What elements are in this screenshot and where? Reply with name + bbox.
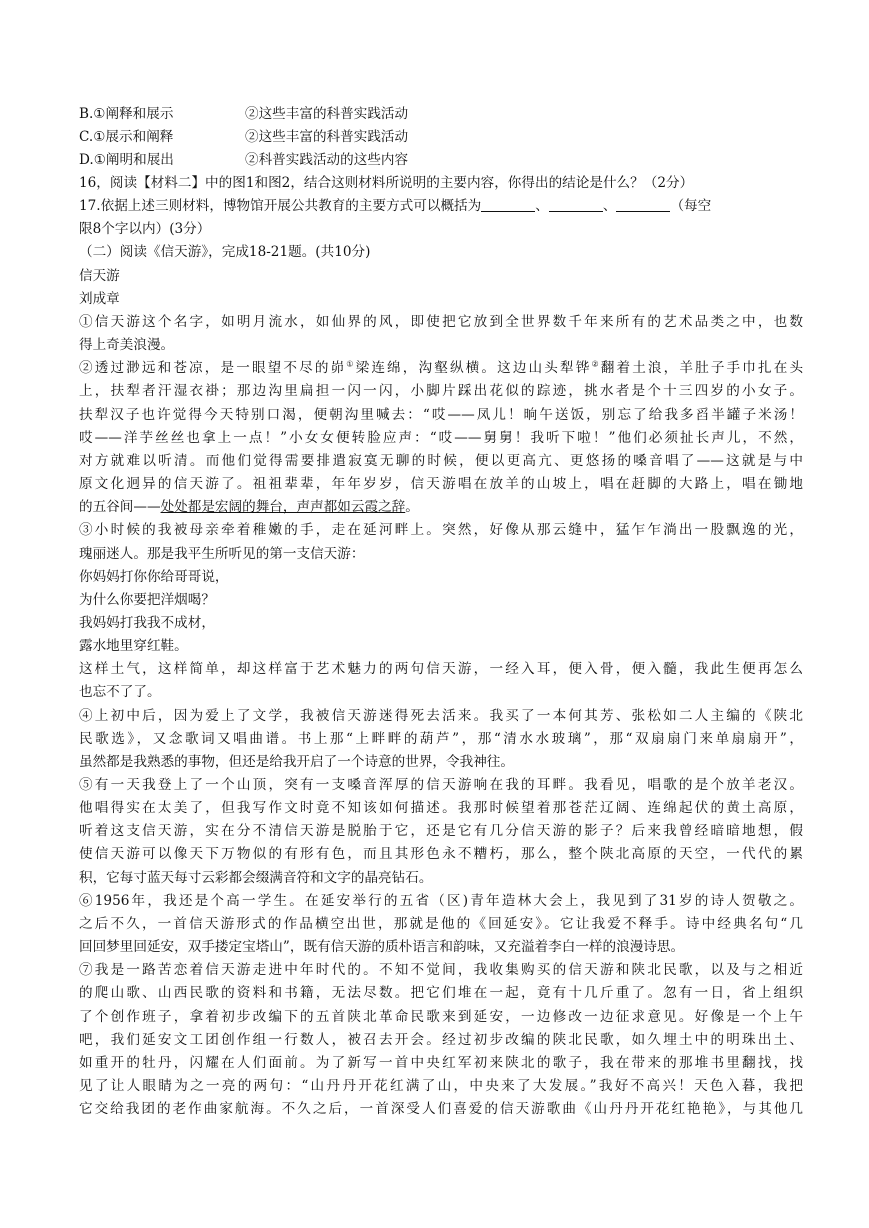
separator: 、 [535, 198, 549, 214]
paragraph-3-line: ③小时候的我被母亲牵着稚嫩的手，走在延河畔上。突然，好像从那云缝中，猛乍乍淌出一股飘逸的光， [79, 522, 803, 538]
option-b-left: B.①阐释和展示 [79, 106, 174, 122]
paragraph-5-line: 听着这支信天游，实在分不清信天游是脱胎于它，还是它有几分信天游的影子？后来我曾经暗暗地想，假 [79, 823, 803, 839]
article-author: 刘成章 [79, 291, 120, 307]
paragraph-2-line [79, 358, 803, 378]
separator: 、 [602, 198, 617, 214]
option-c-left: C.①展示和阐释 [79, 129, 174, 145]
paragraph-7-line: 吧，我们延安文工团创作组一行数人，被召去开会。经过初步改编的陕北民歌，如久埋土中的明珠出土、 [79, 1032, 803, 1048]
paragraph-3b-line: 也忘不了了。 [79, 684, 161, 700]
paragraph-5-line: 积，它每寸蓝天每寸云彩都会缀满音符和文字的晶亮钻石。 [79, 870, 433, 886]
question-17-text: 17.依据上述三则材料，博物馆开展公共教育的主要方式可以概括为 [79, 198, 482, 214]
song-line: 你妈妈打你你给哥哥说， [79, 569, 229, 585]
paragraph-7-line: 的爬山歌、山西民歌的资料和书籍，无法尽数。把它们堆在一起，竟有十几斤重了。忽有一日，省上组织 [79, 985, 803, 1001]
option-c-right: ②这些丰富的科普实践活动 [245, 129, 409, 145]
paragraph-7-line: 如重开的牡丹，闪耀在人们面前。为了新写一首中央红军初来陕北的歌子，我在带来的那堆书里翻找，找 [79, 1055, 803, 1071]
paragraph-1-line: 得上奇美浪漫。 [79, 337, 175, 353]
answer-blank-3[interactable] [616, 197, 670, 212]
text-run: 梁连绵，沟壑纵横。这边山头犁铧 [355, 360, 592, 376]
section-heading: （二）阅读《信天游》，完成18-21题。(共10分) [79, 244, 371, 260]
song-line: 露水地里穿红鞋。 [79, 638, 188, 654]
underlined-sentence: 处处都是宏阔的舞台，声声都如云霞之辞 [160, 499, 406, 515]
paragraph-2-line: 哎——洋芋丝丝也拿上一点！”小女女便转脸应声：“哎——舅舅！我听下啦！”他们必须扯长声儿，不然， [79, 430, 803, 446]
song-line: 为什么你要把洋烟喝？ [79, 592, 215, 608]
question-17 [79, 196, 803, 216]
paragraph-6-line: ⑥1956年，我还是个高一学生。在延安举行的五省（区)青年造林大会上，我见到了31岁的诗人贺敬之。 [79, 893, 803, 909]
song-line: 我妈妈打我我不成材， [79, 615, 215, 631]
question-16: 16，阅读【材料二】中的图1和图2，结合这则材料所说明的主要内容，你得出的结论是什么？（2分） [79, 175, 694, 191]
option-c [79, 127, 409, 147]
paragraph-6-line: 之后不久，一首信天游形式的作品横空出世，那就是他的《回延安》。它让我爱不释手。诗中经典名句“几 [79, 916, 803, 932]
paragraph-1-line: ①信天游这个名字，如明月流水，如仙界的风，即使把它放到全世界数千年来所有的艺术品类之中，也数 [79, 314, 803, 330]
paragraph-4-line: 民歌选》，又念歌词又唱曲谱。书上那“上畔畔的葫芦”，那“清水水玻璃”，那“双扇扇门来单扇扇开”， [79, 731, 803, 747]
question-17-line2: 限8个字以内）(3分） [79, 221, 211, 237]
option-b [79, 104, 409, 124]
article-title: 信天游 [79, 268, 120, 284]
paragraph-4-line: 虽然都是我熟悉的事物，但还是给我开启了一个诗意的世界，令我神往。 [79, 754, 514, 770]
paragraph-5-line: 他唱得实在太美了，但我写作文时竟不知该如何描述。我那时候望着那苍茫辽阔、连绵起伏的黄土高原， [79, 800, 803, 816]
footnote-mark: ① [346, 359, 356, 369]
paragraph-4-line: ④上初中后，因为爱上了文学，我被信天游迷得死去活来。我买了一本何其芳、张松如二人主编的《陕北 [79, 708, 803, 724]
paragraph-3-line: 瑰丽迷人。那是我平生所听见的第一支信天游： [79, 546, 365, 562]
answer-blank-1[interactable] [481, 197, 535, 212]
paragraph-5-line: ⑤有一天我登上了一个山顶，突有一支嗓音浑厚的信天游响在我的耳畔。我看见，唱歌的是个放羊老汉。 [79, 777, 803, 793]
answer-blank-2[interactable] [549, 197, 603, 212]
paragraph-2-line: 扶犁汉子也许觉得今天特别口渴，便朝沟里喊去：“哎——凤儿！晌午送饭，别忘了给我多舀半罐子米汤！ [79, 407, 803, 423]
paragraph-6-line: 回回梦里回延安，双手搂定宝塔山”，既有信天游的质朴语言和韵味，又充溢着李白一样的浪漫诗思。 [79, 939, 685, 955]
paragraph-7-line: ⑦我是一路苦恋着信天游走进中年时代的。不知不觉间，我收集购买的信天游和陕北民歌，以及与之相近 [79, 962, 803, 978]
text-run: 。 [405, 499, 419, 515]
paragraph-2-line: 对方就难以听清。而他们觉得需要排遣寂寞无聊的时候，便以更高亢、更悠扬的嗓音唱了——这就是与中 [79, 453, 803, 469]
paragraph-7-line: 它交给我团的老作曲家航海。不久之后，一首深受人们喜爱的信天游歌曲《山丹丹开花红艳艳》，与其他几 [79, 1101, 803, 1117]
option-d-left: D.①阐明和展出 [79, 152, 174, 168]
text-run: ②透过渺远和苍凉，是一眼望不尽的峁 [79, 360, 347, 376]
question-17-tail: （每空 [670, 198, 712, 214]
paragraph-2-line [79, 497, 803, 517]
option-b-right: ②这些丰富的科普实践活动 [245, 106, 409, 122]
paragraph-5-line: 使信天游可以像天下万物似的有形有色，而且其形色永不糟朽，那么，整个陕北高原的天空，一代代的累 [79, 846, 803, 862]
option-d-right: ②科普实践活动的这些内容 [245, 152, 409, 168]
paragraph-2-line: 上，扶犁者汗湿衣褂；那边沟里扁担一闪一闪，小脚片踩出花似的踪迹，挑水者是个十三四岁的小女子。 [79, 383, 803, 399]
text-run: 翻着土浪，羊肚子手巾扎在头 [600, 360, 803, 376]
paragraph-3b-line: 这样土气，这样简单，却这样富于艺术魅力的两句信天游，一经入耳，便入骨，便入髓，我此生便再怎么 [79, 661, 803, 677]
paragraph-7-line: 了个创作班子，拿着初步改编下的五首陕北革命民歌来到延安，一边修改一边征求意见。好像是一个上午 [79, 1009, 803, 1025]
footnote-mark: ② [591, 359, 601, 369]
option-d [79, 150, 409, 170]
paragraph-2-line: 原文化迥异的信天游了。祖祖辈辈，年年岁岁，信天游唱在放羊的山坡上，唱在赶脚的大路上，唱在锄地 [79, 476, 803, 492]
paragraph-7-line: 见了让人眼睛为之一亮的两句：“山丹丹开花红满了山，中央来了大发展。”我好不高兴！天色入暮，我把 [79, 1078, 803, 1094]
text-run: 的五谷间—— [79, 499, 161, 515]
